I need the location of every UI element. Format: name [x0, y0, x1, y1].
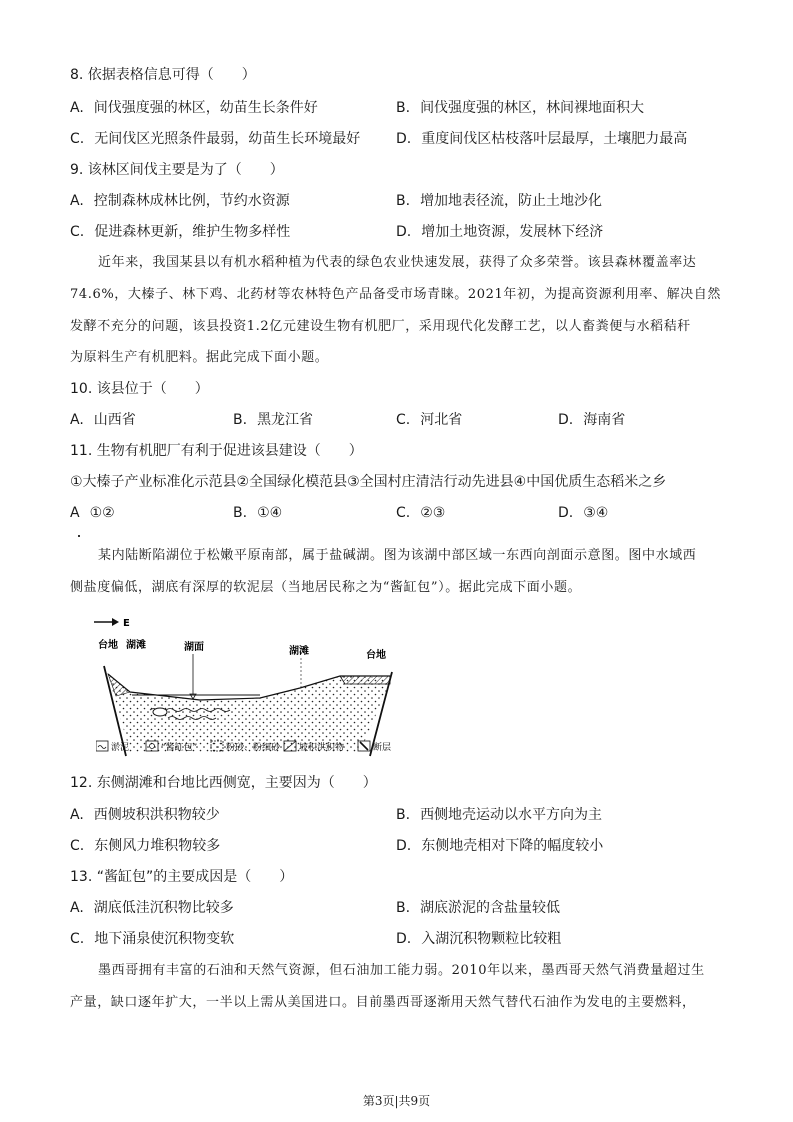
passage1-line-2: 74.6%，大榛子、林下鸡、北药材等农林特色产品备受市场青睐。2021年初，为提高资源利用率、解决自然 [70, 287, 721, 302]
option-label: B. [396, 100, 411, 116]
passage2-line-2: 侧盐度偏低，湖底有深厚的软泥层（当地居民称之为“酱缸包”）。据此完成下面小题。 [70, 580, 582, 595]
option-label: A. [70, 412, 84, 428]
q8-option-b [396, 98, 644, 118]
direction-label: E [123, 618, 130, 629]
q11-option-d [558, 503, 608, 523]
q12-option-a [70, 805, 220, 825]
option-label: B. [396, 807, 411, 823]
legend-silt [96, 741, 129, 753]
legend-colluvium [284, 741, 344, 753]
legend-colluvium-text: 坡积洪积物 [299, 743, 345, 753]
q13-option-c [70, 929, 234, 949]
option-text: 入湖沉积物颗粒比较粗 [421, 931, 562, 947]
option-label: C. [70, 131, 85, 147]
option-label: A. [70, 100, 84, 116]
option-text: 湖底低洼沉积物比较多 [93, 900, 234, 916]
option-label: A. [70, 807, 84, 823]
passage2-line-1: 某内陆断陷湖位于松嫩平原南部，属于盐碱湖。图为该湖中部区域一东西向剖面示意图。图中水域西 [98, 548, 697, 563]
q8-option-a [70, 98, 318, 118]
option-label: D. [558, 412, 574, 428]
option-text: 间伐强度强的林区，林间裸地面积大 [420, 100, 645, 116]
legend-sand [211, 741, 281, 753]
q8-option-c [70, 129, 360, 149]
q10-stem: 10. 该县位于（ ） [70, 381, 209, 397]
option-text: ③④ [583, 505, 609, 521]
passage1-line-4: 为原料生产有机肥料。据此完成下面小题。 [70, 350, 329, 365]
label-west-beach: 湖滩 [126, 640, 146, 651]
q8-stem: 8. 依据表格信息可得（ ） [70, 67, 256, 83]
option-label: C. [70, 931, 85, 947]
legend-jianggangbao [146, 741, 197, 753]
option-label: C. [70, 224, 85, 240]
diagram-legend [96, 738, 416, 756]
option-text: 西侧坡积洪积物较少 [93, 807, 220, 823]
option-text: 控制森林成林比例，节约水资源 [93, 193, 290, 209]
legend-fault-text: 断层 [373, 743, 392, 753]
option-label: D. [396, 931, 412, 947]
q9-option-b [396, 191, 602, 211]
stray-dot [78, 535, 80, 537]
option-text: 西侧地壳运动以水平方向为主 [420, 807, 603, 823]
passage3-line-2: 产量，缺口逐年扩大，一半以上需从美国进口。目前墨西哥逐渐用天然气替代石油作为发电的主要燃料， [70, 995, 696, 1010]
q13-option-d [396, 929, 561, 949]
q11-option-c [396, 503, 445, 523]
page-footer: 第3页|共9页 [362, 1094, 431, 1108]
option-text: 河北省 [420, 412, 463, 428]
option-text: 增加土地资源，发展林下经济 [421, 224, 604, 240]
q9-stem: 9. 该林区间伐主要是为了（ ） [70, 162, 284, 178]
passage3-line-1: 墨西哥拥有丰富的石油和天然气资源，但石油加工能力弱。2010年以来，墨西哥天然气消费量超过生 [98, 963, 705, 978]
option-label: B. [233, 412, 248, 428]
q9-option-d [396, 222, 603, 242]
q10-option-d [558, 410, 625, 430]
option-text: 山西省 [93, 412, 136, 428]
option-label: A. [70, 193, 84, 209]
legend-silt-text: 淤泥 [111, 743, 130, 753]
option-text: ②③ [420, 505, 446, 521]
q11-choices: ①大榛子产业标准化示范县②全国绿化模范县③全国村庄清洁行动先进县④中国优质生态稻米之乡 [70, 474, 667, 490]
passage1-line-3: 发酵不充分的问题，该县投资1.2亿元建设生物有机肥厂，采用现代化发酵工艺，以人畜粪便与水稻秸秆 [70, 319, 691, 334]
q13-stem: 13. “酱缸包”的主要成因是（ ） [70, 869, 294, 885]
q9-option-c [70, 222, 290, 242]
q13-option-b [396, 898, 560, 918]
option-text: 东侧地壳相对下降的幅度较小 [421, 838, 604, 854]
q11-option-a [70, 503, 115, 523]
option-text: 黑龙江省 [257, 412, 314, 428]
option-label: C. [70, 838, 85, 854]
option-text: 重度间伐区枯枝落叶层最厚，土壤肥力最高 [421, 131, 688, 147]
passage1-line-1: 近年来，我国某县以有机水稻种植为代表的绿色农业快速发展，获得了众多荣誉。该县森林覆盖率达 [98, 255, 697, 270]
option-text: 海南省 [583, 412, 626, 428]
option-label: D. [396, 131, 412, 147]
q9-option-a [70, 191, 290, 211]
q11-stem: 11. 生物有机肥厂有利于促进该县建设（ ） [70, 443, 363, 459]
option-label: C. [396, 412, 411, 428]
q12-stem: 12. 东侧湖滩和台地比西侧宽，主要因为（ ） [70, 775, 377, 791]
q12-option-c [70, 836, 220, 856]
option-label: B. [233, 505, 248, 521]
option-text: 间伐强度强的林区，幼苗生长条件好 [93, 100, 318, 116]
option-label: D. [396, 838, 412, 854]
legend-sand-text: 粉砂、粉细砂 [226, 743, 281, 753]
q10-option-c [396, 410, 462, 430]
label-west-terrace: 台地 [98, 640, 118, 651]
q8-option-d [396, 129, 687, 149]
q11-option-b [233, 503, 282, 523]
direction-arrow [94, 618, 119, 626]
q10-option-a [70, 410, 136, 430]
option-text: 无间伐区光照条件最弱，幼苗生长环境最好 [94, 131, 361, 147]
q13-option-a [70, 898, 234, 918]
jianggangbao-lens [153, 708, 167, 716]
label-east-terrace: 台地 [366, 650, 386, 661]
label-lake-surface: 湖面 [184, 642, 204, 653]
option-label: A [70, 505, 80, 521]
label-east-beach: 湖滩 [289, 646, 309, 657]
option-label: D. [558, 505, 574, 521]
option-text: 东侧风力堆积物较多 [94, 838, 221, 854]
legend-fault [358, 741, 391, 753]
q12-option-d [396, 836, 603, 856]
option-label: B. [396, 900, 411, 916]
q12-option-b [396, 805, 602, 825]
q10-option-b [233, 410, 313, 430]
option-label: A. [70, 900, 84, 916]
option-text: ①④ [257, 505, 283, 521]
option-label: C. [396, 505, 411, 521]
option-text: 湖底淤泥的含盐量较低 [420, 900, 561, 916]
option-label: D. [396, 224, 412, 240]
option-text: 地下涌泉使沉积物变软 [94, 931, 235, 947]
option-text: 促进森林更新，维护生物多样性 [94, 224, 291, 240]
legend-jianggangbao-text: “酱缸包” [161, 743, 198, 753]
option-label: B. [396, 193, 411, 209]
option-text: ①② [89, 505, 115, 521]
option-text: 增加地表径流，防止土地沙化 [420, 193, 603, 209]
